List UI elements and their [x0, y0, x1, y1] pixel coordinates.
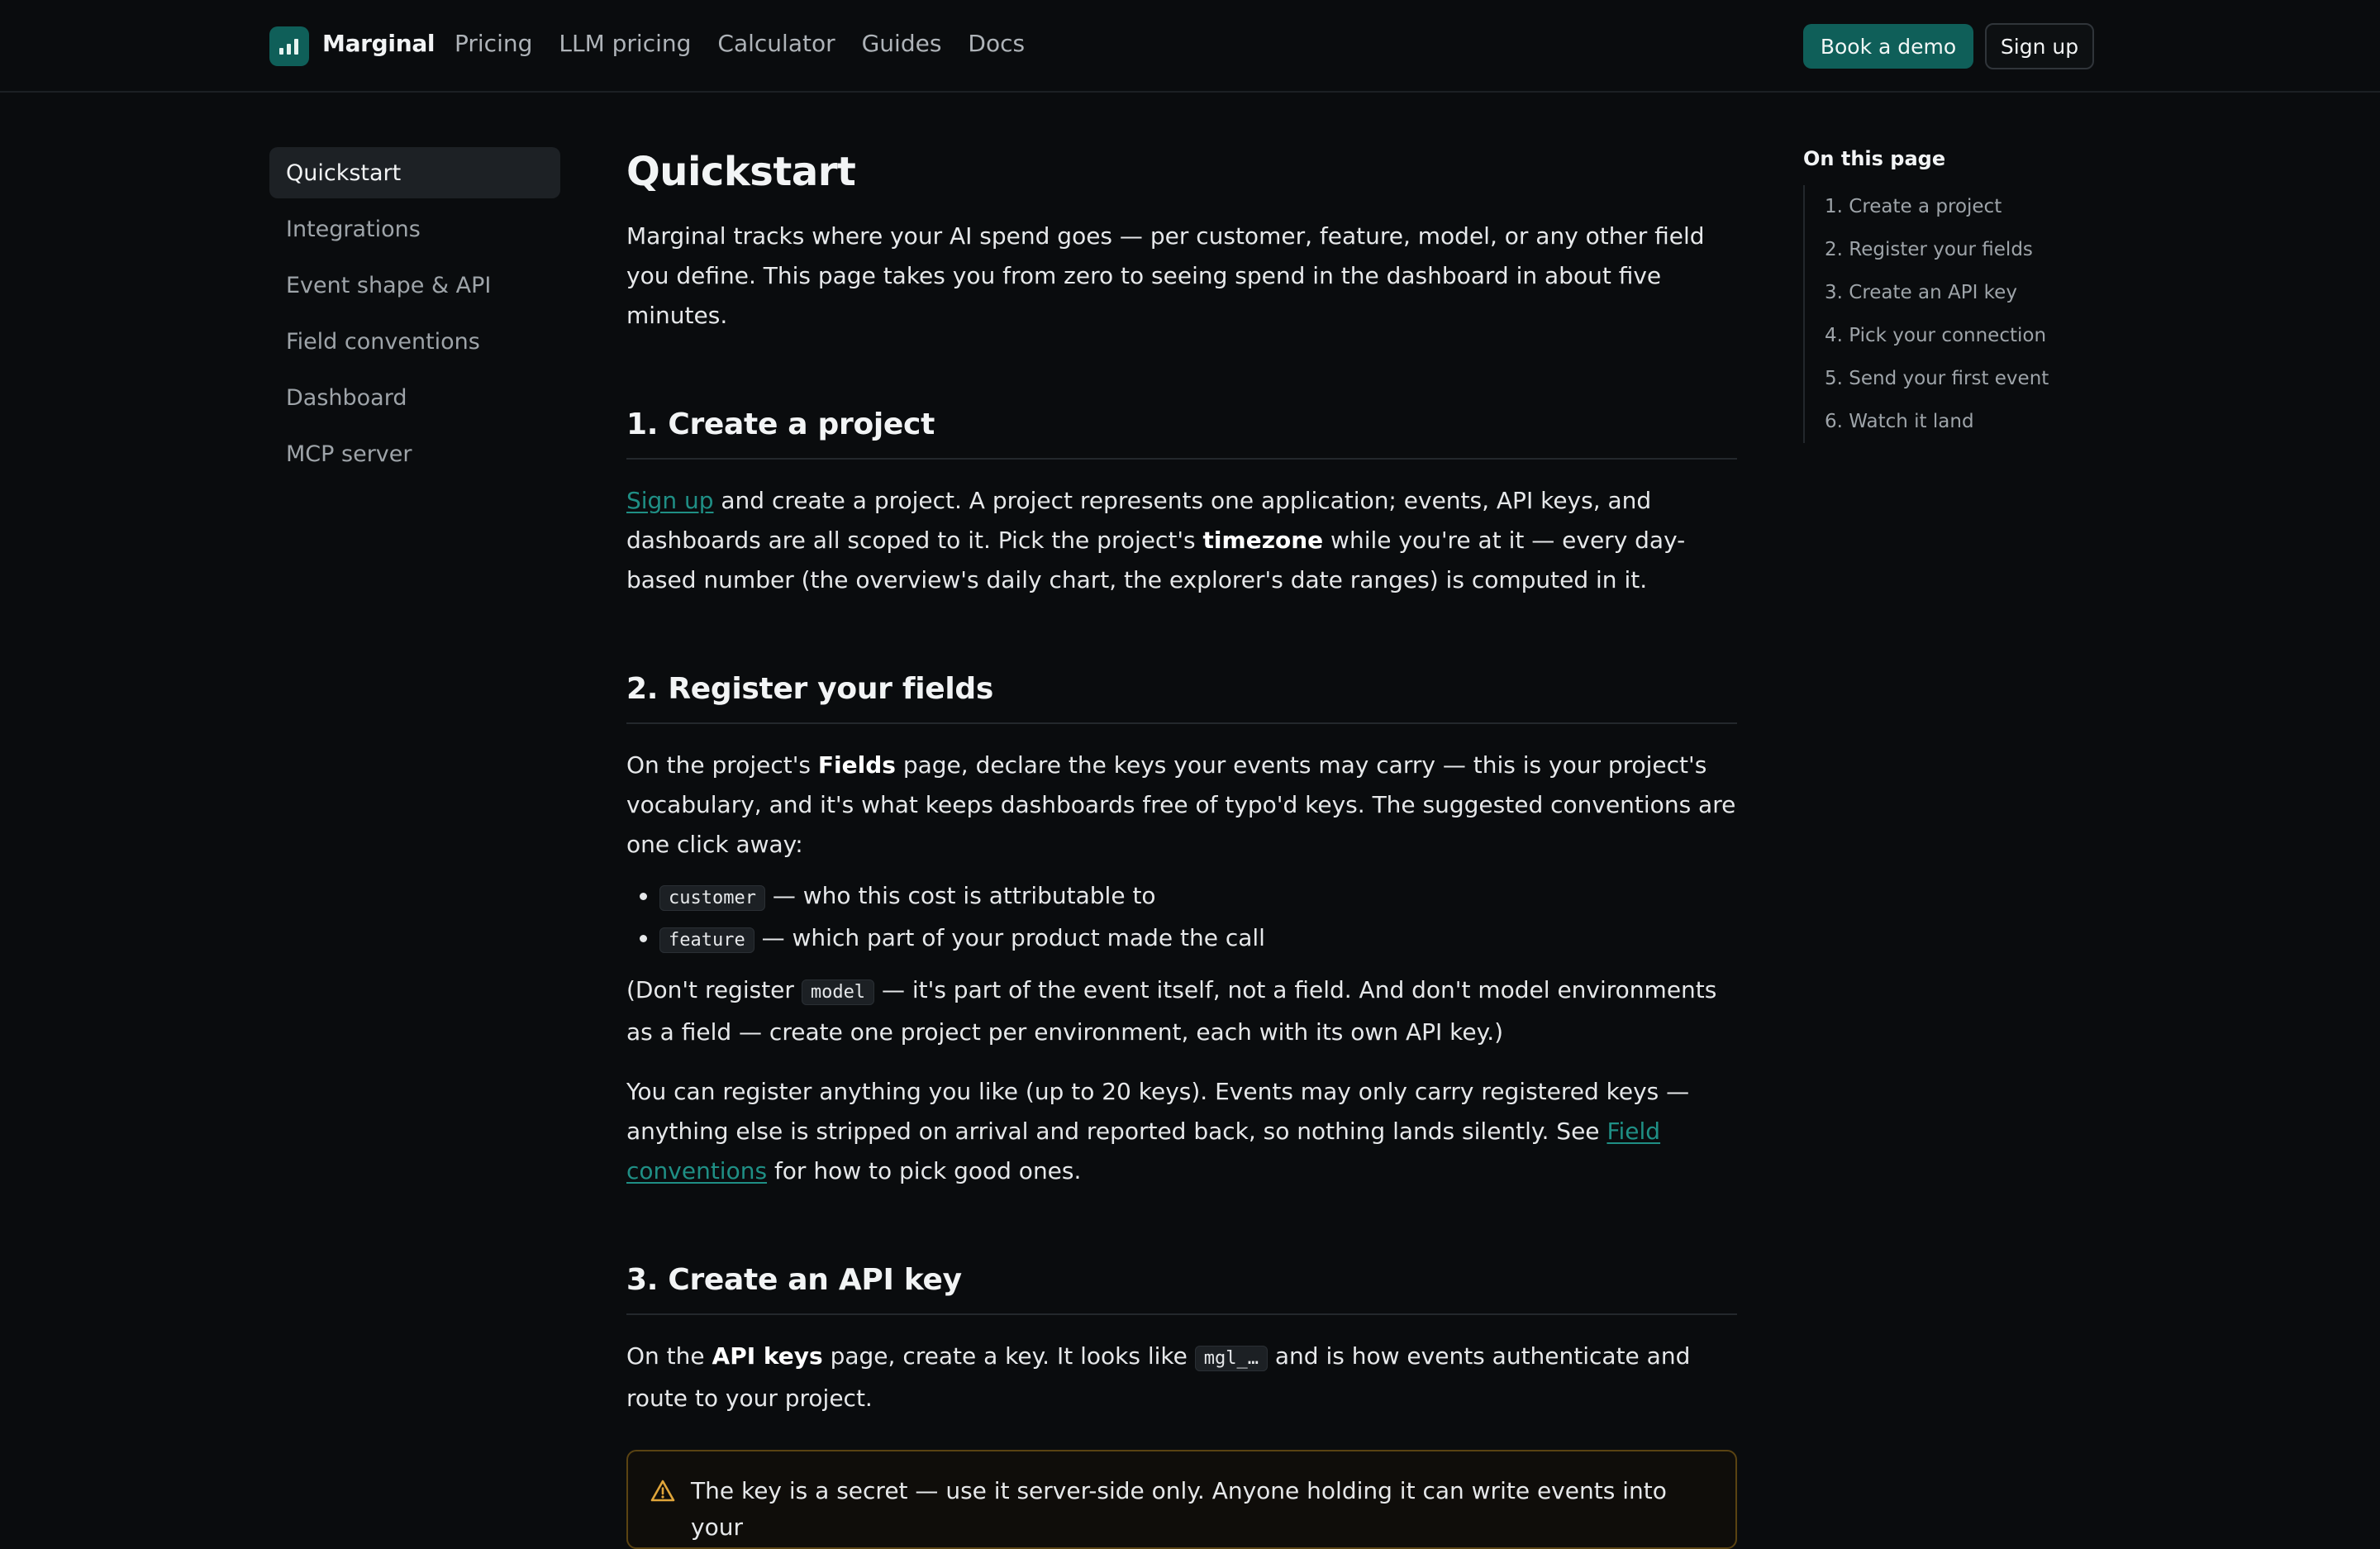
bold-text: API keys [712, 1342, 823, 1370]
section-paragraph [626, 481, 1737, 600]
text-run: while you're at it — every day-based number (the overview's daily chart, the explorer's date ranges) is computed in it. [626, 527, 1686, 593]
section-heading: 3. Create an API key [626, 1257, 1737, 1315]
text-run: — who this cost is attributable to [764, 882, 1156, 909]
brand-name[interactable]: Marginal [322, 30, 436, 57]
text-run: On the project's [626, 751, 818, 779]
field-conventions-link[interactable]: Field conventions [626, 1118, 1661, 1184]
section-heading: 1. Create a project [626, 402, 1737, 460]
sidebar-item-dashboard[interactable]: Dashboard [286, 384, 407, 411]
on-this-page-nav [1803, 147, 2167, 443]
section-create-project [626, 402, 1737, 600]
top-navbar [0, 0, 2380, 93]
text-run: — it's part of the event itself, not a field. And don't model environments as a field — create one project per environment, each with its own API key.) [626, 976, 1717, 1046]
inline-code: model [802, 979, 874, 1005]
nav-link-calculator[interactable]: Calculator [717, 30, 835, 57]
bold-text: Fields [817, 751, 896, 779]
warning-icon [650, 1478, 676, 1504]
section-paragraph [626, 1072, 1737, 1191]
sign-up-button[interactable]: Sign up [1985, 23, 2094, 69]
text-run: and create a project. A project represents one application; events, API keys, and dashboards are all scoped to it. Pick the project's [626, 487, 1652, 554]
nav-link-docs[interactable]: Docs [968, 30, 1026, 57]
warning-callout [626, 1450, 1737, 1549]
nav-link-llm-pricing[interactable]: LLM pricing [559, 30, 692, 57]
toc-list [1803, 185, 2167, 443]
toc-item-register-fields[interactable]: 2. Register your fields [1825, 239, 2033, 260]
inline-code: customer [659, 885, 765, 911]
sidebar-item-field-conventions[interactable]: Field conventions [286, 328, 480, 355]
sidebar-item-event-shape-api[interactable]: Event shape & API [286, 272, 492, 298]
sign-up-link[interactable]: Sign up [626, 487, 714, 514]
sidebar-item-quickstart[interactable]: Quickstart [269, 147, 560, 198]
text-run: page, declare the keys your events may carry — this is your project's vocabulary, and it's what keeps dashboards free of typo'd keys. The suggested conventions are one click away: [626, 751, 1736, 858]
section-paragraph [626, 1337, 1737, 1418]
page-title: Quickstart [626, 149, 856, 195]
toc-item-create-api-key[interactable]: 3. Create an API key [1825, 282, 2017, 303]
section-paragraph [626, 746, 1737, 865]
toc-title: On this page [1803, 147, 1946, 170]
logo-icon[interactable] [269, 26, 309, 66]
field-list [626, 876, 1737, 960]
docs-sidebar [269, 147, 560, 484]
section-register-fields [626, 666, 1737, 1191]
text-run: and is how events authenticate and route to your project. [626, 1342, 1691, 1412]
intro-paragraph: Marginal tracks where your AI spend goes — per customer, feature, model, or any other field you define. This page takes you from zero to seeing spend in the dashboard in about five minutes. [626, 222, 1705, 329]
section-heading: 2. Register your fields [626, 666, 1737, 724]
text-run: page, create a key. It looks like [822, 1342, 1195, 1370]
toc-item-send-first-event[interactable]: 5. Send your first event [1825, 368, 2049, 389]
text-run: You can register anything you like (up to 20 keys). Events may only carry registered keys — anything else is stripped on arrival and reported back, so nothing lands silently. See [626, 1078, 1690, 1145]
main-content [626, 141, 1737, 1549]
callout-text: The key is a secret — use it server-side only. Anyone holding it can write events into your [691, 1477, 1667, 1541]
text-run: — which part of your product made the call [754, 924, 1265, 951]
nav-link-guides[interactable]: Guides [861, 30, 942, 57]
text-run: On the [626, 1342, 712, 1370]
toc-item-pick-connection[interactable]: 4. Pick your connection [1825, 325, 2047, 346]
text-run: (Don't register [626, 976, 802, 1003]
bold-text: timezone [1202, 527, 1324, 554]
book-demo-button[interactable]: Book a demo [1803, 24, 1973, 69]
toc-item-create-project[interactable]: 1. Create a project [1825, 196, 2002, 217]
inline-code: feature [659, 927, 754, 953]
sidebar-item-mcp-server[interactable]: MCP server [286, 441, 412, 467]
main-nav [455, 30, 1025, 57]
inline-code: mgl_… [1195, 1346, 1268, 1371]
toc-item-watch-it-land[interactable]: 6. Watch it land [1825, 411, 1974, 432]
list-item [659, 876, 1737, 918]
sidebar-item-integrations[interactable]: Integrations [286, 216, 421, 242]
text-run: for how to pick good ones. [767, 1157, 1082, 1184]
section-paragraph [626, 970, 1737, 1052]
list-item [659, 918, 1737, 960]
section-create-api-key [626, 1257, 1737, 1549]
nav-link-pricing[interactable]: Pricing [455, 30, 533, 57]
